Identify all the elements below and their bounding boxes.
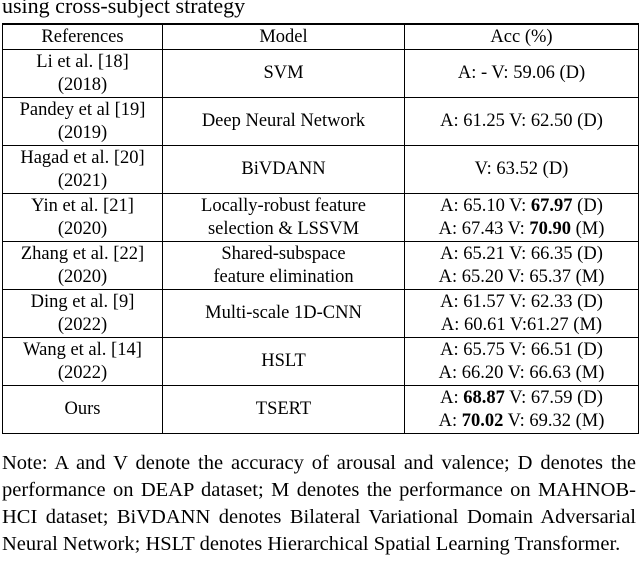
header-accuracy: Acc (%) bbox=[405, 24, 639, 50]
accuracy-line bbox=[407, 291, 636, 314]
header-model: Model bbox=[163, 24, 405, 50]
table-note: Note: A and V denote the accuracy of arousal and valence; D denotes the performance on DEAP dataset; M denotes the performance on MAHNOB-HCI dataset; BiVDANN denotes Bilateral Variational Domain Adversarial Neural Network; HSLT denotes Hierarchical Spatial Learning Transformer. bbox=[2, 452, 636, 555]
table-row bbox=[3, 242, 639, 290]
accuracy-value-best: 68.87 bbox=[463, 387, 505, 408]
accuracy-cell bbox=[405, 146, 639, 194]
reference-text: (2020) bbox=[57, 266, 108, 287]
accuracy-text: V: 67.59 (D) bbox=[504, 387, 603, 408]
table-row bbox=[3, 338, 639, 386]
accuracy-text: A: 67.43 V: bbox=[438, 218, 530, 239]
accuracy-line bbox=[407, 387, 636, 410]
reference-text: Yin et al. [21] bbox=[31, 195, 134, 216]
table-body bbox=[3, 50, 639, 434]
table-caption: using cross-subject strategy bbox=[2, 0, 246, 18]
model-cell bbox=[163, 290, 405, 338]
accuracy-text: A: 65.20 V: 65.37 (M) bbox=[438, 266, 605, 287]
table-row bbox=[3, 146, 639, 194]
accuracy-cell bbox=[405, 386, 639, 434]
reference-cell bbox=[3, 50, 163, 98]
model-cell bbox=[163, 50, 405, 98]
reference-text: Hagad et al. [20] bbox=[20, 147, 145, 168]
table-row bbox=[3, 50, 639, 98]
accuracy-text: A: bbox=[438, 410, 462, 431]
accuracy-text: A: 66.20 V: 66.63 (M) bbox=[438, 362, 605, 383]
reference-text: Li et al. [18] bbox=[36, 51, 129, 72]
reference-text: Pandey et al [19] bbox=[19, 99, 146, 120]
reference-text: (2019) bbox=[57, 122, 108, 143]
accuracy-line bbox=[407, 339, 636, 362]
accuracy-text: A: 65.21 V: 66.35 (D) bbox=[440, 243, 603, 264]
accuracy-line bbox=[407, 195, 636, 218]
accuracy-line bbox=[407, 410, 636, 433]
accuracy-value-best: 70.90 bbox=[529, 218, 571, 239]
reference-text: (2021) bbox=[57, 170, 108, 191]
reference-text: (2022) bbox=[57, 314, 108, 335]
model-cell bbox=[163, 98, 405, 146]
reference-text: (2022) bbox=[57, 362, 108, 383]
accuracy-text: A: 61.25 V: 62.50 (D) bbox=[440, 111, 603, 131]
model-text: TSERT bbox=[255, 399, 312, 419]
reference-text: Ding et al. [9] bbox=[30, 291, 135, 312]
reference-cell bbox=[3, 242, 163, 290]
reference-cell bbox=[3, 338, 163, 386]
table-row bbox=[3, 98, 639, 146]
model-cell bbox=[163, 242, 405, 290]
results-table bbox=[2, 23, 639, 434]
accuracy-cell bbox=[405, 50, 639, 98]
model-text: feature elimination bbox=[213, 266, 354, 287]
model-text: HSLT bbox=[261, 351, 306, 371]
model-text: selection & LSSVM bbox=[207, 218, 360, 239]
accuracy-line bbox=[407, 110, 636, 133]
accuracy-line bbox=[407, 266, 636, 289]
model-text: Multi-scale 1D-CNN bbox=[205, 303, 362, 323]
accuracy-text: A: 65.10 V: bbox=[440, 195, 531, 216]
accuracy-cell bbox=[405, 290, 639, 338]
reference-text: Zhang et al. [22] bbox=[20, 243, 145, 264]
accuracy-line bbox=[407, 218, 636, 241]
accuracy-text: A: bbox=[440, 387, 464, 408]
model-cell bbox=[163, 146, 405, 194]
reference-cell bbox=[3, 194, 163, 242]
accuracy-text: V: 63.52 (D) bbox=[474, 159, 569, 179]
accuracy-cell bbox=[405, 98, 639, 146]
model-text: Deep Neural Network bbox=[201, 111, 366, 131]
model-text: Shared-subspace bbox=[221, 243, 346, 264]
table-row bbox=[3, 386, 639, 434]
accuracy-text: (M) bbox=[571, 218, 605, 239]
accuracy-cell bbox=[405, 338, 639, 386]
reference-text: Ours bbox=[64, 399, 101, 419]
header-references: References bbox=[3, 24, 163, 50]
accuracy-text: A: 61.57 V: 62.33 (D) bbox=[440, 291, 603, 312]
model-cell bbox=[163, 386, 405, 434]
header-row bbox=[3, 24, 639, 50]
reference-text: (2018) bbox=[57, 74, 108, 95]
reference-cell bbox=[3, 386, 163, 434]
model-text: SVM bbox=[263, 63, 304, 83]
accuracy-text: (D) bbox=[572, 195, 603, 216]
accuracy-line bbox=[407, 314, 636, 337]
accuracy-line bbox=[407, 62, 636, 85]
accuracy-value-best: 70.02 bbox=[461, 410, 504, 431]
accuracy-line bbox=[407, 158, 636, 181]
accuracy-text: V: 69.32 (M) bbox=[503, 410, 605, 431]
reference-cell bbox=[3, 290, 163, 338]
reference-text: Wang et al. [14] bbox=[23, 339, 142, 360]
reference-cell bbox=[3, 98, 163, 146]
accuracy-value-best: 67.97 bbox=[530, 195, 573, 216]
model-text: BiVDANN bbox=[241, 159, 326, 179]
model-text: Locally-robust feature bbox=[201, 195, 366, 216]
accuracy-cell bbox=[405, 194, 639, 242]
accuracy-line bbox=[407, 243, 636, 266]
reference-cell bbox=[3, 146, 163, 194]
accuracy-text: A: 60.61 V:61.27 (M) bbox=[440, 314, 603, 335]
model-cell bbox=[163, 338, 405, 386]
table-row bbox=[3, 290, 639, 338]
accuracy-line bbox=[407, 362, 636, 385]
reference-text: (2020) bbox=[57, 218, 108, 239]
accuracy-text: A: - V: 59.06 (D) bbox=[457, 63, 586, 83]
model-cell bbox=[163, 194, 405, 242]
accuracy-cell bbox=[405, 242, 639, 290]
table-row bbox=[3, 194, 639, 242]
accuracy-text: A: 65.75 V: 66.51 (D) bbox=[440, 339, 603, 360]
